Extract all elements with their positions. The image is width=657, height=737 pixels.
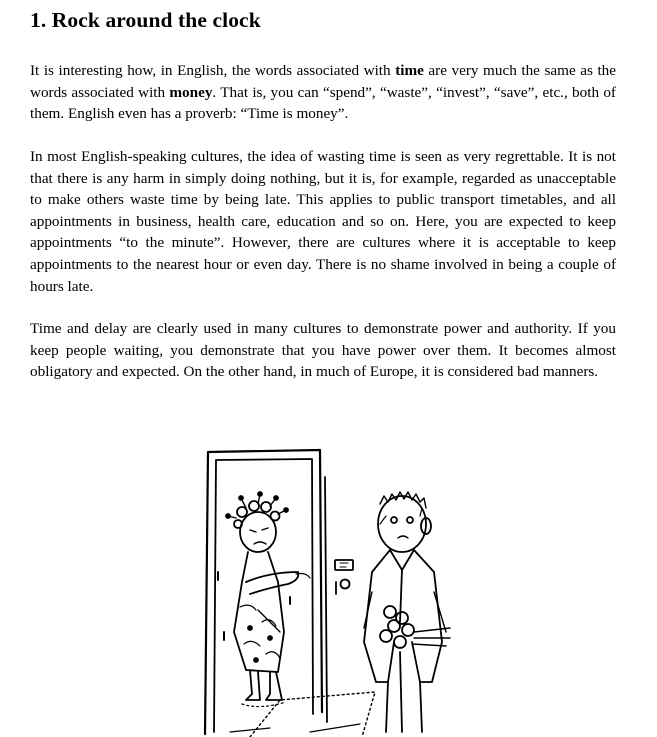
section-title: 1. Rock around the clock [30, 8, 261, 32]
paragraph-1-text-e: . That is, you can “spend”, “waste”, “invest”, “save”, etc., both of them. English even has a proverb: “Time is money”. [30, 83, 616, 123]
paragraph-1 [30, 60, 616, 125]
paragraph-2: In most English-speaking cultures, the idea of wasting time is seen as very regrettable. It is not that there is any harm in simply doing nothing, but it is, for example, regarded as unacceptable to make others waste time by being late. This applies to public transport timetables, and all appointments in business, health care, education and so on. Here, you are expected to keep appointments “to the minute”. However, there are cultures where it is acceptable to keep appointments to the nearest hour or even day. There is no shame involved in being a couple of hours late. [30, 148, 616, 295]
bold-word-time: time [395, 62, 424, 79]
paragraph-1-text-c: are very much the same as the words associated with [30, 62, 617, 101]
cartoon-illustration [150, 432, 500, 737]
paragraph-1-text-a: It is interesting how, in English, the words associated with [30, 62, 396, 79]
bold-word-money: money [169, 83, 213, 101]
paragraph-3: Time and delay are clearly used in many cultures to demonstrate power and authority. If you keep people waiting, you demonstrate that you have power over them. It becomes almost obligatory and expected. On the other hand, in much of Europe, it is considered bad manners. [30, 320, 616, 381]
